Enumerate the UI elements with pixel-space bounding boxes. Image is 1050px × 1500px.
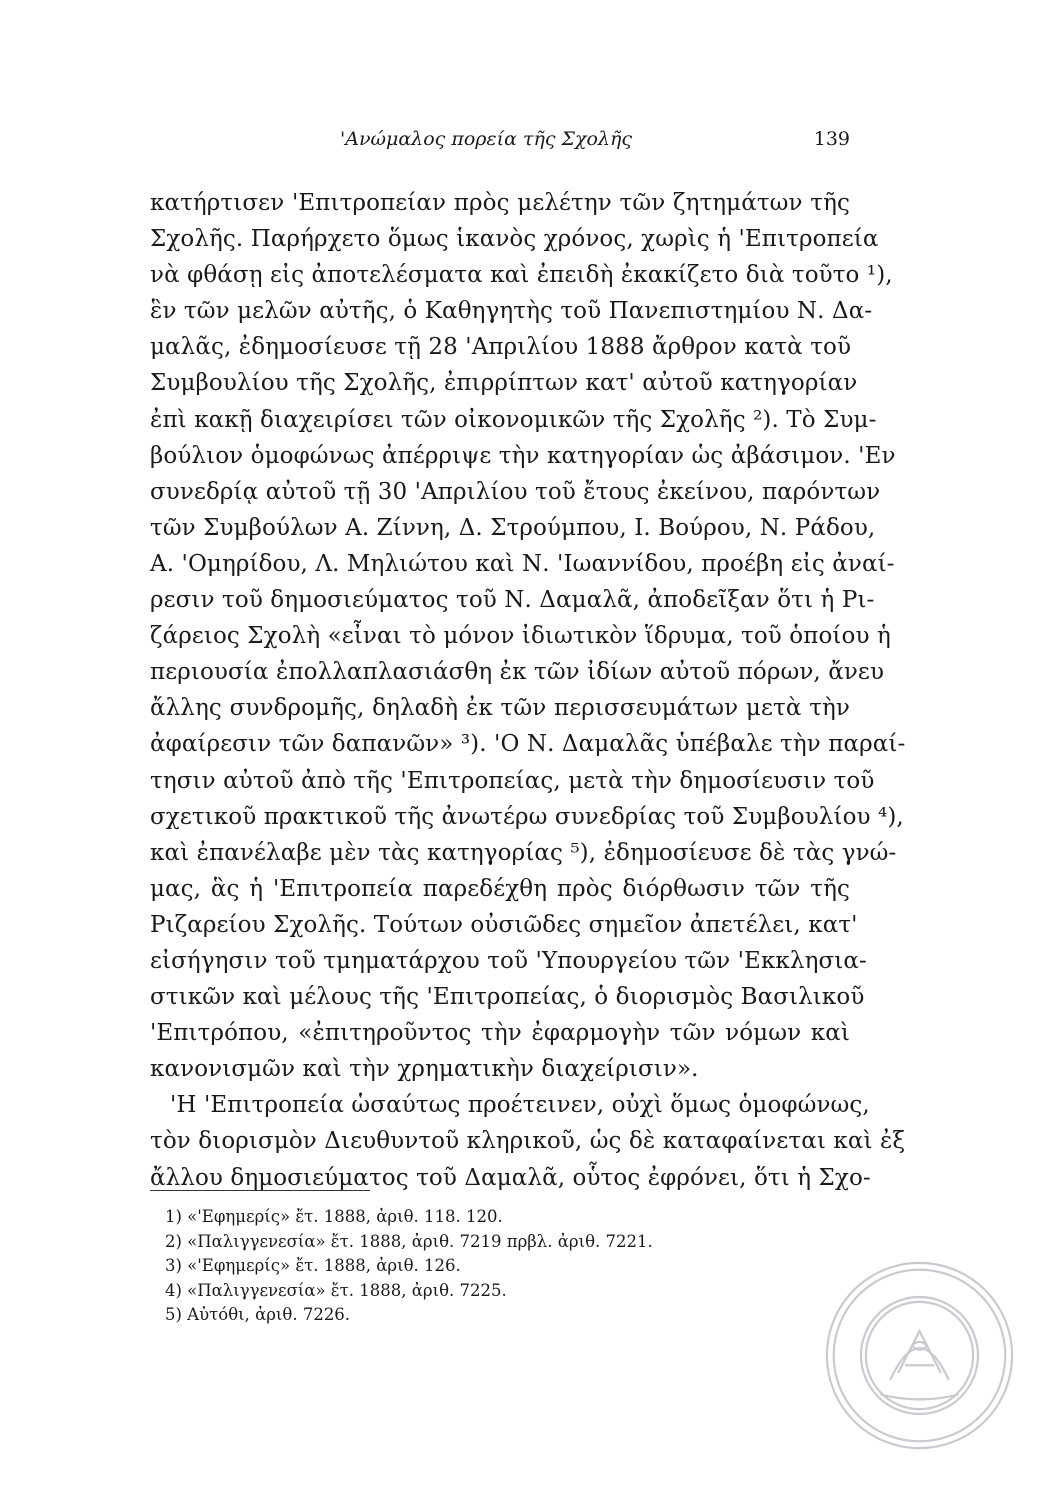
text-line: ἄλλης συνδρομῆς, δηλαδὴ ἐκ τῶν περισσευμάτων μετὰ τὴν xyxy=(150,695,850,722)
text-line: στικῶν καὶ μέλους τῆς 'Επιτροπείας, ὁ διορισμὸς Βασιλικοῦ xyxy=(150,984,865,1011)
running-head xyxy=(150,128,850,158)
text-line: Συμβουλίου τῆς Σχολῆς, ἐπιρρίπτων κατ' αὐτοῦ κατηγορίαν xyxy=(150,370,858,397)
text-line: 'Η 'Επιτροπεία ὡσαύτως προέτεινεν, οὐχὶ ὅμως ὁμοφώνως, xyxy=(170,1092,870,1119)
text-line: τὸν διορισμὸν Διευθυντοῦ κληρικοῦ, ὡς δὲ καταφαίνεται καὶ ἐξ xyxy=(150,1128,906,1155)
text-line: νὰ φθάσῃ εἰς ἀποτελέσματα καὶ ἐπειδὴ ἐκακίζετο διὰ τοῦτο ¹), xyxy=(150,262,893,289)
text-line: εἰσήγησιν τοῦ τμηματάρχου τοῦ 'Υπουργείου τῶν 'Εκκλησια- xyxy=(150,947,867,974)
text-line: καὶ ἐπανέλαβε μὲν τὰς κατηγορίας ⁵), ἐδημοσίευσε δὲ τὰς γνώ- xyxy=(150,839,897,866)
footnote: 2) «Παλιγγενεσία» ἔτ. 1888, ἀριθ. 7219 πρβλ. ἀριθ. 7221. xyxy=(165,1231,653,1251)
text-line: ἐπὶ κακῇ διαχειρίσει τῶν οἰκονομικῶν τῆς Σχολῆς ²). Τὸ Συμ- xyxy=(150,406,877,433)
text-line: μαλᾶς, ἐδημοσίευσε τῇ 28 'Απριλίου 1888 ἄρθρον κατὰ τοῦ xyxy=(150,334,852,361)
text-line: συνεδρίᾳ αὐτοῦ τῇ 30 'Απριλίου τοῦ ἔτους ἐκείνου, παρόντων xyxy=(150,478,881,505)
text-line: Α. 'Ομηρίδου, Λ. Μηλιώτου καὶ Ν. 'Ιωαννίδου, προέβη εἰς ἀναί- xyxy=(150,550,895,577)
footnote: 1) «'Εφημερίς» ἔτ. 1888, ἀριθ. 118. 120. xyxy=(165,1207,503,1226)
text-line: τησιν αὐτοῦ ἀπὸ τῆς 'Επιτροπείας, μετὰ τὴν δημοσίευσιν τοῦ xyxy=(150,767,875,794)
text-line: 'Επιτρόπου, «ἐπιτηροῦντος τὴν ἐφαρμογὴν τῶν νόμων καὶ xyxy=(150,1020,850,1047)
footnote: 4) «Παλιγγενεσία» ἔτ. 1888, ἀριθ. 7225. xyxy=(165,1280,507,1300)
text-line: ρεσιν τοῦ δημοσιεύματος τοῦ Ν. Δαμαλᾶ, ἀποδεῖξαν ὅτι ἡ Ρι- xyxy=(150,587,875,614)
text-line: βούλιον ὁμοφώνως ἀπέρριψε τὴν κατηγορίαν ὡς ἀβάσιμον. 'Εν xyxy=(150,442,896,469)
text-line: σχετικοῦ πρακτικοῦ τῆς ἀνωτέρω συνεδρίας τοῦ Συμβουλίου ⁴), xyxy=(150,803,904,830)
library-seal-icon xyxy=(822,1258,1017,1453)
text-line: ἀφαίρεσιν τῶν δαπανῶν» ³). 'Ο Ν. Δαμαλᾶς ὑπέβαλε τὴν παραί- xyxy=(150,731,906,758)
text-line: ἄλλου δημοσιεύματος τοῦ Δαμαλᾶ, οὗτος ἐφρόνει, ὅτι ἡ Σχο- xyxy=(150,1164,871,1191)
text-line: μας, ἃς ἡ 'Επιτροπεία παρεδέχθη πρὸς διόρθωσιν τῶν τῆς xyxy=(150,875,850,902)
page-number: 139 xyxy=(813,128,850,150)
text-line: Σχολῆς. Παρήρχετο ὅμως ἱκανὸς χρόνος, χωρὶς ἡ 'Επιτροπεία xyxy=(150,226,879,253)
footnote: 5) Αὐτόθι, ἀριθ. 7226. xyxy=(165,1305,351,1324)
text-line: Ριζαρείου Σχολῆς. Τούτων οὐσιῶδες σημεῖον ἀπετέλει, κατ' xyxy=(150,911,858,938)
footnote-rule xyxy=(150,1190,370,1191)
text-line: κατήρτισεν 'Επιτροπείαν πρὸς μελέτην τῶν ζητημάτων τῆς xyxy=(150,190,850,216)
text-line: περιουσία ἐπολλαπλασιάσθη ἐκ τῶν ἰδίων αὐτοῦ πόρων, ἄνευ xyxy=(150,659,885,686)
body-text xyxy=(150,185,906,1196)
footnote: 3) «'Εφημερίς» ἔτ. 1888, ἀριθ. 126. xyxy=(165,1256,461,1275)
footnotes xyxy=(165,1205,765,1328)
text-line: κανονισμῶν καὶ τὴν χρηματικὴν διαχείρισιν». xyxy=(150,1056,699,1083)
text-line: τῶν Συμβούλων Α. Ζίννη, Δ. Στρούμπου, Ι. Βούρου, Ν. Ράδου, xyxy=(150,514,876,541)
text-line: ἓν τῶν μελῶν αὐτῆς, ὁ Καθηγητὴς τοῦ Πανεπιστημίου Ν. Δα- xyxy=(150,298,873,325)
text-line: ζάρειος Σχολὴ «εἶναι τὸ μόνον ἰδιωτικὸν ἵδρυμα, τοῦ ὁποίου ἡ xyxy=(150,623,891,650)
running-title: 'Ανώμαλος πορεία τῆς Σχολῆς xyxy=(340,128,632,150)
